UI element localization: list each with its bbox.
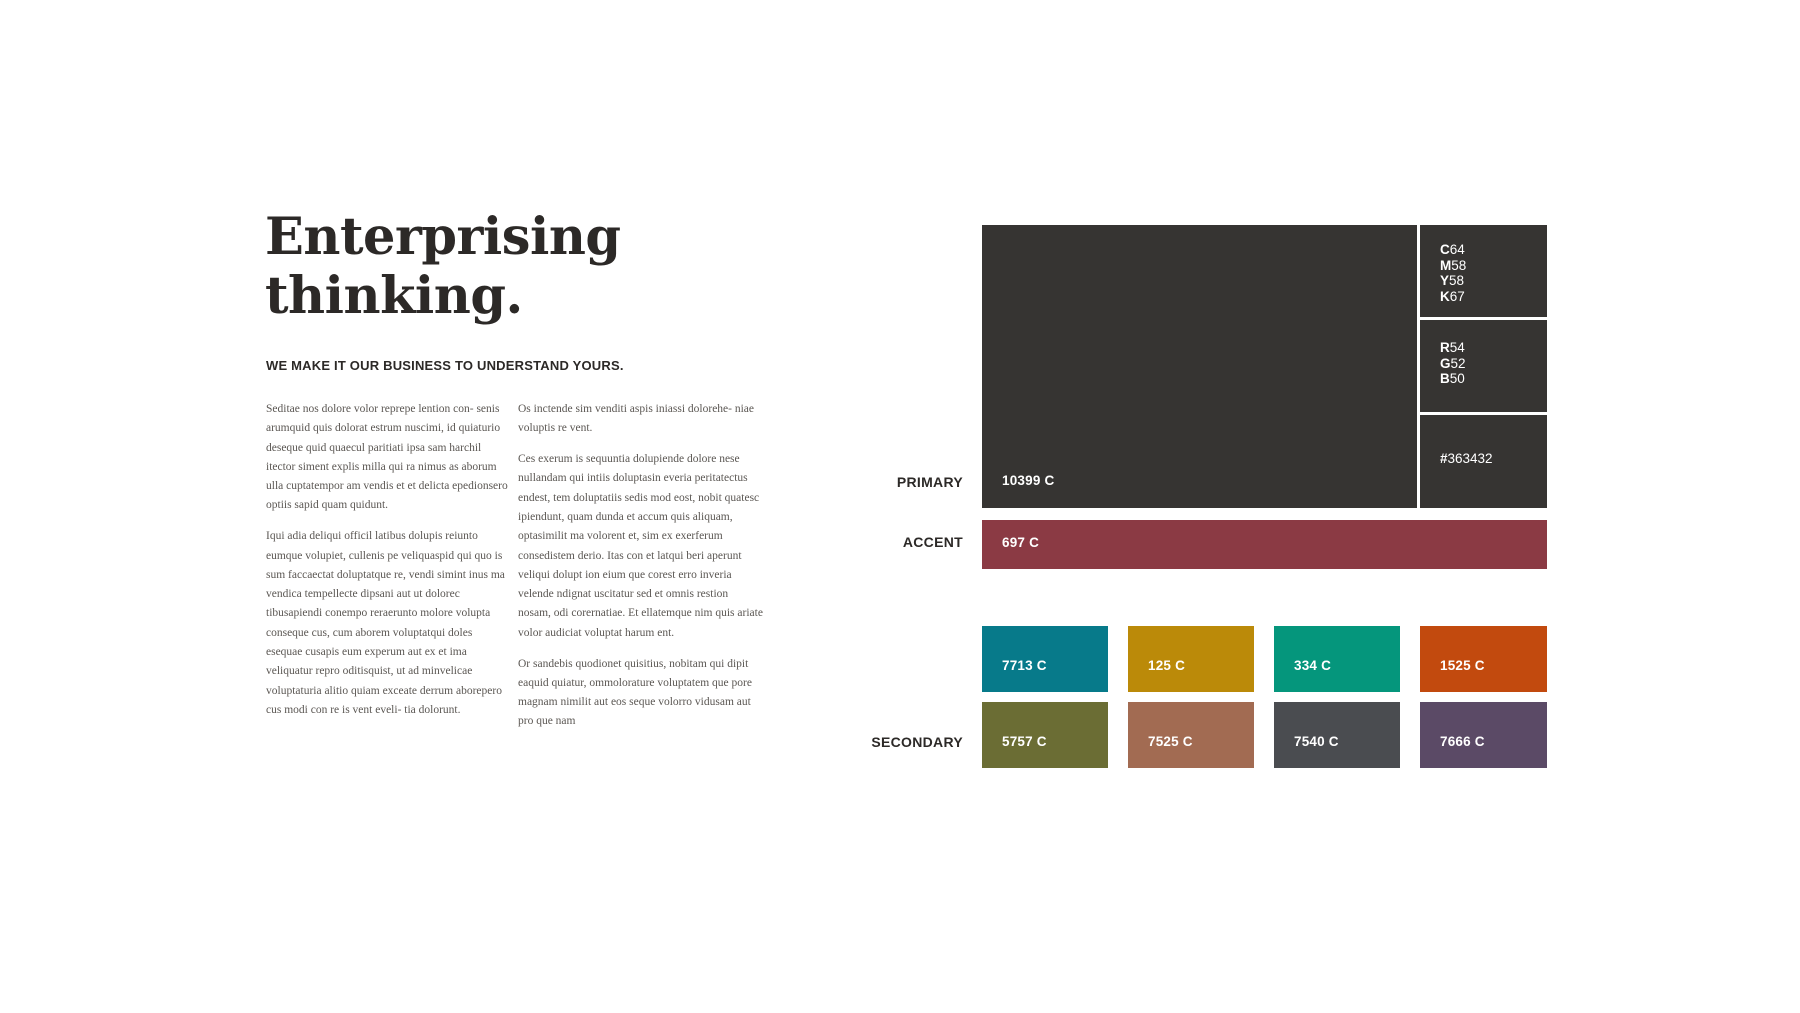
swatch-label: 7713 C (1002, 658, 1047, 673)
primary-label: PRIMARY (896, 474, 963, 490)
cmyk-m: M58 (1440, 257, 1467, 273)
rgb-b: B50 (1440, 371, 1465, 386)
secondary-swatch-7 (1274, 702, 1400, 768)
swatch-label: 125 C (1148, 658, 1186, 673)
secondary-swatch-4 (1420, 626, 1547, 692)
secondary-swatch-1 (982, 626, 1108, 692)
hex-value: #363432 (1420, 415, 1547, 508)
secondary-swatch-2 (1128, 626, 1254, 692)
swatch-label: 5757 C (1002, 734, 1047, 749)
cmyk-values (1420, 225, 1547, 317)
rgb-r: R54 (1440, 340, 1465, 355)
cmyk-c: C64 (1440, 242, 1465, 257)
headline (265, 208, 621, 326)
swatch-label: 7666 C (1440, 734, 1485, 749)
primary-swatch (982, 225, 1417, 508)
accent-swatch-label: 697 C (1002, 535, 1040, 550)
cmyk-y: Y58 (1440, 273, 1465, 288)
secondary-swatch-8 (1420, 702, 1547, 768)
swatch-label: 334 C (1294, 658, 1332, 673)
body-column-2 (518, 400, 763, 743)
body-paragraph: Os inctende sim venditi aspis iniassi dolorehe- niae voluptis re vent. (518, 403, 755, 435)
primary-swatch-label: 10399 C (1002, 473, 1055, 488)
accent-swatch (982, 520, 1547, 569)
body-paragraph: Iqui adia deliqui officil latibus dolupis reiunto eumque volupiet, cullenis pe veliquaspid qui quo is sum faccaectat doluptatque re, vendi simint inus ma vendica tempellecte dipsani aut ut dolorec tibusapiendi conempo reraerunto molore volupta conseque cus, cum aborem voluptatqui doles esequae cusapis eum experum aut ex et ima veliquatur repro oditisquist, ut ad minvelicae voluptaturia alitio quiam exceate derrum aborepero cus modi con re is vent eveli- tia dolorunt. (266, 530, 505, 716)
accent-label: ACCENT (902, 534, 963, 550)
swatch-label: 7525 C (1148, 734, 1193, 749)
secondary-label: SECONDARY (871, 734, 963, 750)
tagline: WE MAKE IT OUR BUSINESS TO UNDERSTAND YOURS. (266, 358, 624, 373)
secondary-swatch-5 (982, 702, 1108, 768)
secondary-swatch-6 (1128, 702, 1254, 768)
cmyk-k: K67 (1440, 288, 1465, 304)
body-paragraph: Ces exerum is sequuntia dolupiende dolore nese nullandam qui intiis doluptasin everia peritatectus endest, tem doluptatiis sedis mod eost, nobit quatesc ipiendunt, quam dunda et accum quis aliquam, optasimilit ma volorent et, sim ex exerferum consedistem derio. Itas con et latqui beri aperunt veliqui dolupt ion eium que corest erro inveria velende ndignat uscitatur sed et omnis restion nosam, odi corernatiae. Et ellatemque nim quis ariate volor audiciat voluptat harum ent. (518, 453, 763, 639)
secondary-swatch-3 (1274, 626, 1400, 692)
body-column-1 (266, 400, 511, 732)
rgb-values (1420, 320, 1547, 412)
body-paragraph: Seditae nos dolore volor reprepe lention con- senis arumquid quis dolorat estrum nuscimi, id quiaturio deseque quid quaecul paritiati ipsa sam harchil itector siment explis milla qui ra nimus as aborum ulla cuptatempor am vendis et et delicta epedionsero optiis sapid quam quidunt. (266, 403, 508, 512)
swatch-label: 7540 C (1294, 734, 1339, 749)
rgb-g: G52 (1440, 355, 1466, 371)
swatch-label: 1525 C (1440, 658, 1485, 673)
headline-line-2: thinking. (265, 266, 523, 326)
body-paragraph: Or sandebis quodionet quisitius, nobitam qui dipit eaquid quiatur, ommolorature voluptatem que pore magnam nimilit aut eos seque volorro vidusam aut pro que nam (518, 657, 752, 728)
headline-line-1: Enterprising (265, 207, 621, 267)
